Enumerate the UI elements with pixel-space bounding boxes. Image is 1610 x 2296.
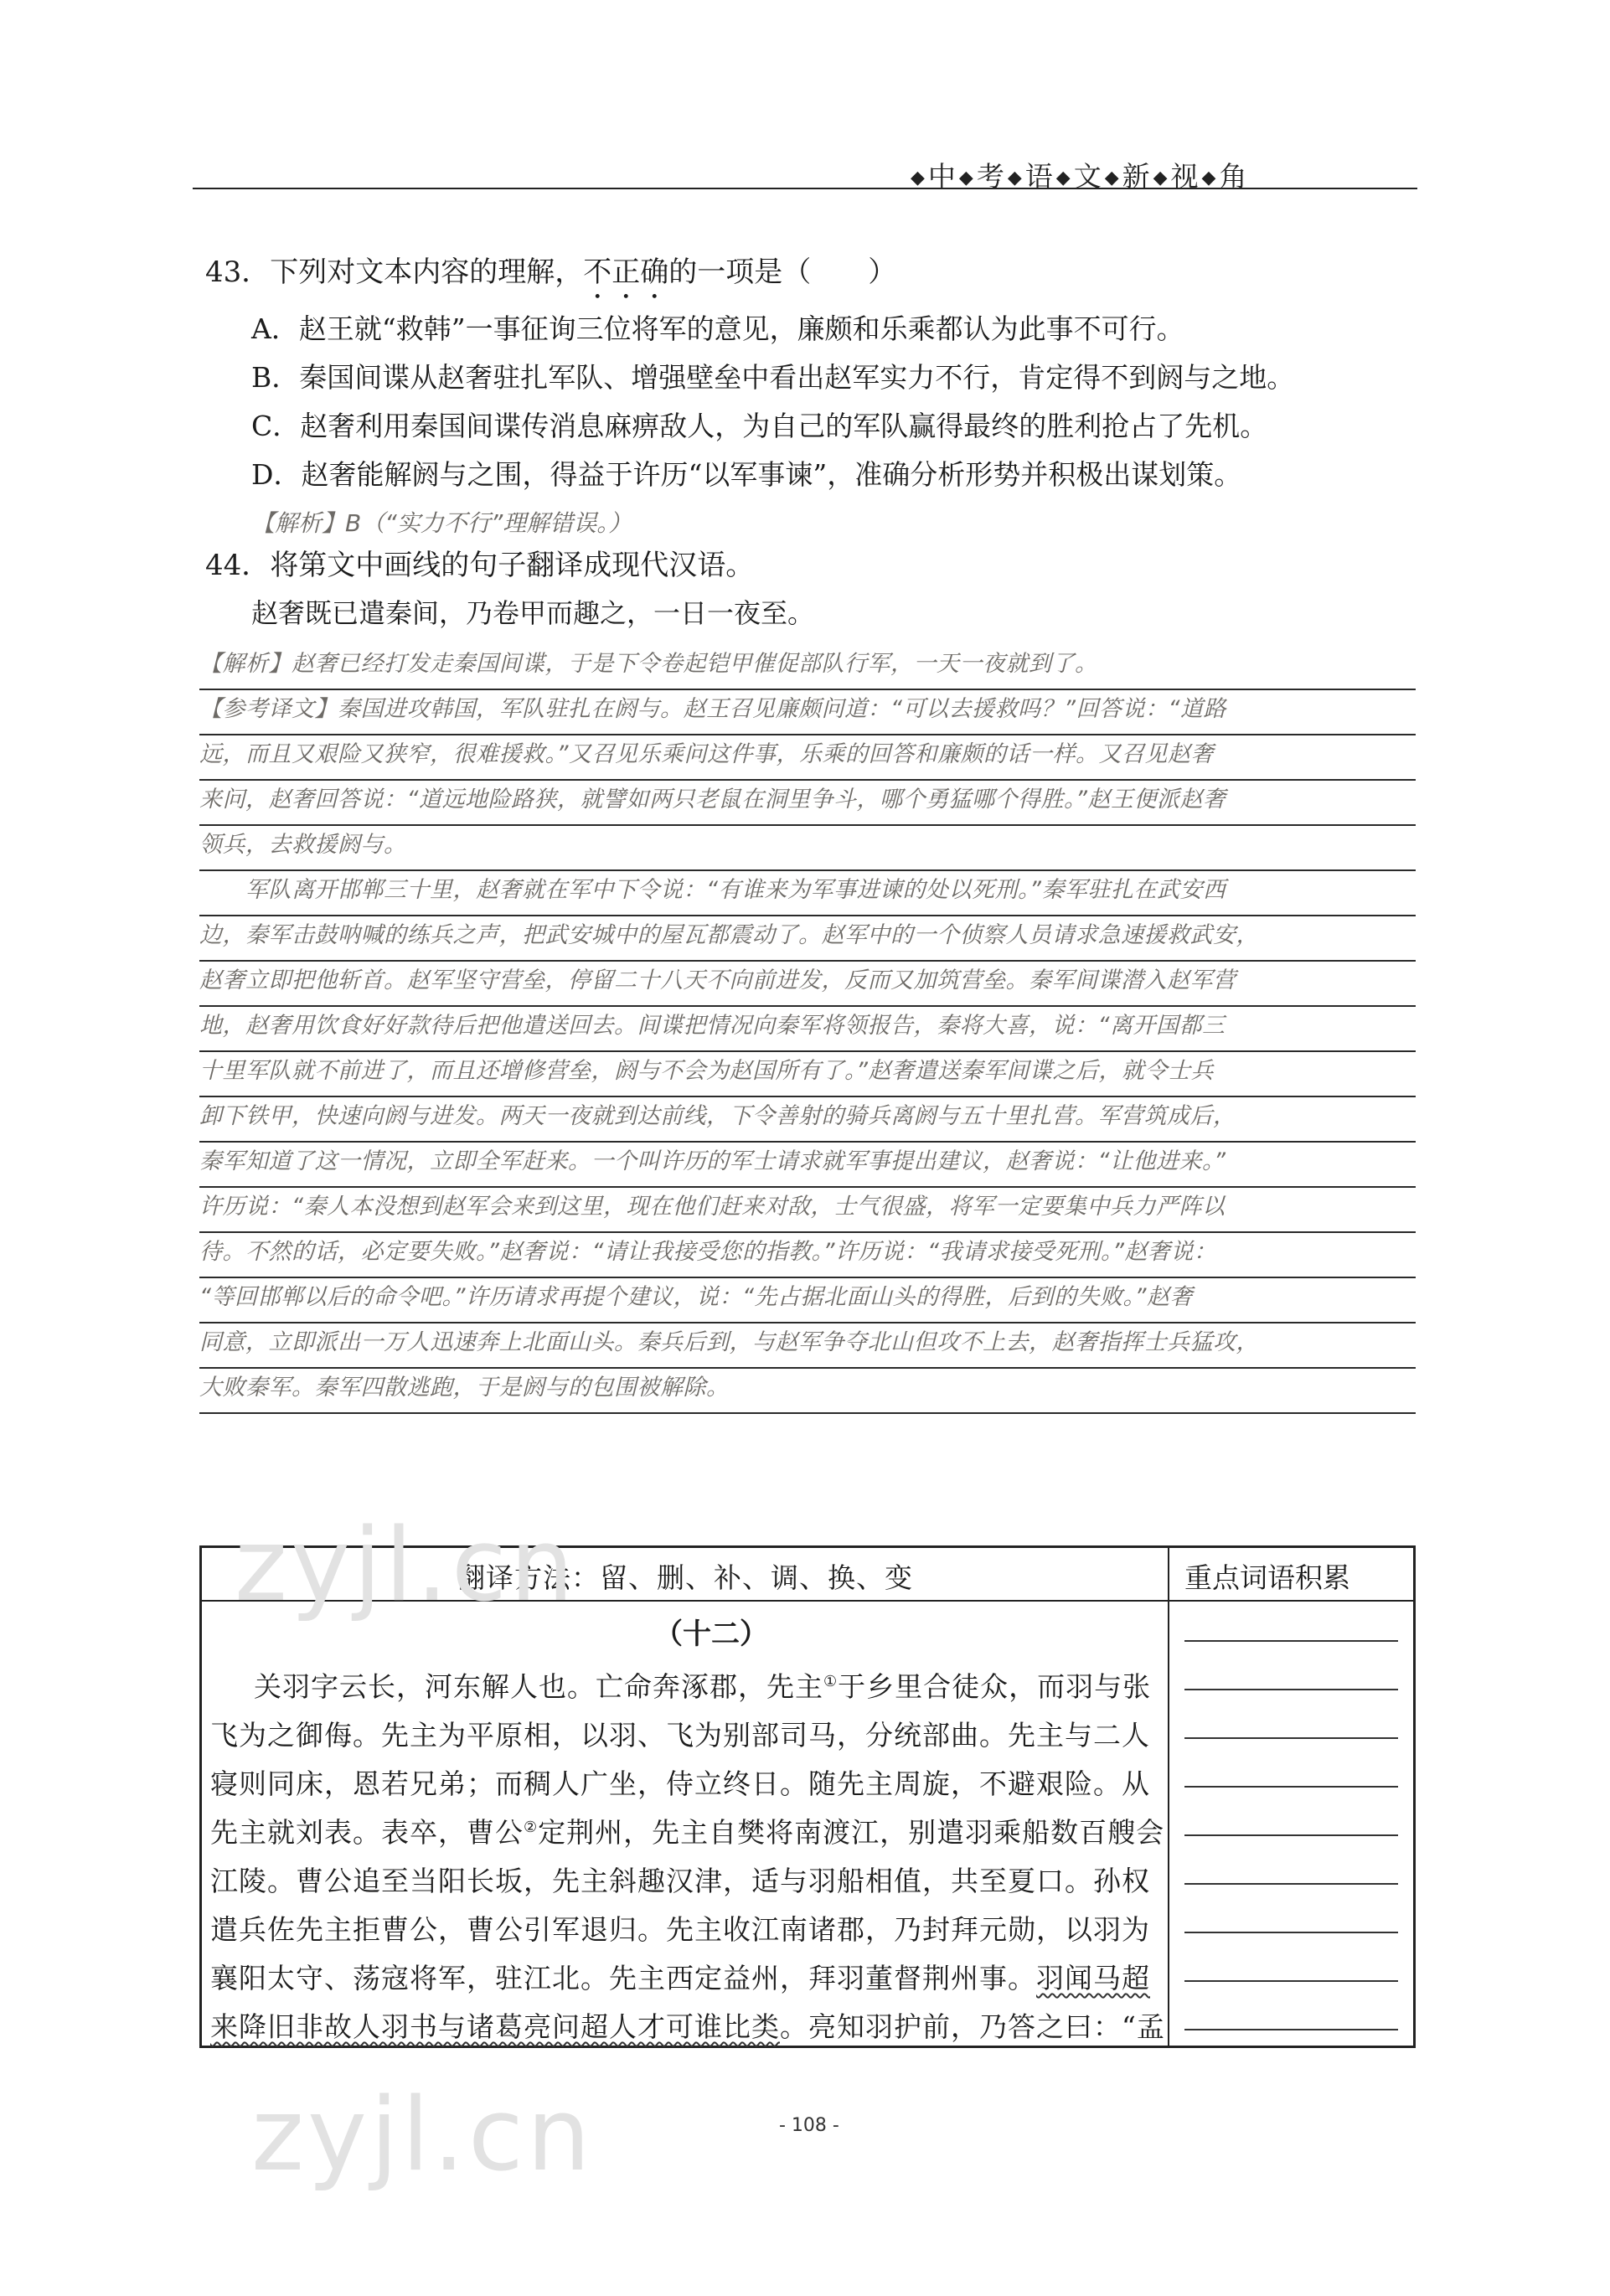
answer-text: 待。不然的话，必定要失败。”赵奢说：“请让我接受您的指教。”许历说：“我请求接受死刑。”赵奢说： bbox=[199, 1239, 1217, 1265]
vocabulary-blank[interactable] bbox=[1184, 1640, 1398, 1642]
vocabulary-title: 重点词语积累 bbox=[1184, 1561, 1350, 1594]
answer-line bbox=[199, 1188, 1416, 1233]
passage-line: 寝则同床，恩若兄弟；而稠人广坐，侍立终日。随先主周旋，不避艰险。从 bbox=[210, 1767, 1150, 1800]
passage-line bbox=[210, 1957, 1150, 1996]
answer-line bbox=[199, 871, 1416, 916]
passage-line: 飞为之御侮。先主为平原相，以羽、飞为别部司马，分统部曲。先主与二人 bbox=[210, 1719, 1150, 1752]
underlined-sentence: 来降旧非故人羽书与诸葛亮问超人才可谁比类 bbox=[210, 2010, 780, 2043]
footnote-mark: ② bbox=[524, 1819, 539, 1836]
vocabulary-blank[interactable] bbox=[1184, 1737, 1398, 1739]
answer-text: 军队离开邯郸三十里，赵奢就在军中下令说：“有谁来为军事进谏的处以死刑。”秦军驻扎在武安西 bbox=[199, 877, 1226, 903]
answer-text: 同意，立即派出一万人迅速奔上北面山头。秦兵后到，与赵军争夺北山但攻不上去，赵奢指挥士兵猛攻， bbox=[199, 1329, 1259, 1355]
passage-text: 襄阳太守、荡寇将军，驻江北。先主西定益州，拜羽董督荆州事。 bbox=[210, 1962, 1036, 1994]
vocabulary-blank[interactable] bbox=[1184, 1786, 1398, 1788]
passage-text: 。亮知羽护前，乃答之曰：“孟 bbox=[780, 2010, 1165, 2043]
passage-text: 于乡里合徒众，而羽与张 bbox=[838, 1670, 1152, 1703]
footnote-mark: ① bbox=[823, 1673, 839, 1690]
answer-line bbox=[199, 1052, 1416, 1097]
row-divider bbox=[1168, 1600, 1413, 1602]
answer-text: 赵奢立即把他斩首。赵军坚守营垒，停留二十八天不向前进发，反而又加筑营垒。秦军间谍潜入赵军营 bbox=[199, 967, 1236, 993]
answer-text: 十里军队就不前进了，而且还增修营垒，阏与不会为赵国所有了。”赵奢遣送秦军间谍之后，就令士兵 bbox=[199, 1058, 1214, 1084]
answer-line bbox=[199, 645, 1416, 690]
vocabulary-blank[interactable] bbox=[1184, 2029, 1398, 2030]
answer-43: 【解析】B（“实力不行”理解错误。） bbox=[251, 509, 632, 537]
passage-line: 遣兵佐先主拒曹公，曹公引军退归。先主收江南诸郡，乃封拜元勋，以羽为 bbox=[210, 1913, 1150, 1946]
vocabulary-blank[interactable] bbox=[1184, 1883, 1398, 1885]
answer-text: 边，秦军击鼓呐喊的练兵之声，把武安城中的屋瓦都震动了。赵军中的一个侦察人员请求急速援救武安， bbox=[199, 922, 1259, 948]
answer-text: 卸下铁甲，快速向阏与进发。两天一夜就到达前线，下令善射的骑兵离阏与五十里扎营。军营筑成后， bbox=[199, 1103, 1236, 1129]
stem-text: 的一项是（ ） bbox=[668, 255, 897, 289]
vocabulary-blank[interactable] bbox=[1184, 1980, 1398, 1982]
answer-line bbox=[199, 1278, 1416, 1323]
answer-text: 【参考译文】秦国进攻韩国，军队驻扎在阏与。赵王召见廉颇问道：“可以去援救吗？”回答说：“道路 bbox=[199, 696, 1226, 722]
option-c: C．赵奢利用秦国间谍传消息麻痹敌人，为自己的军队赢得最终的胜利抢占了先机。 bbox=[251, 410, 1268, 442]
watermark: zyjl.cn bbox=[251, 2077, 594, 2194]
header-char: 文 bbox=[1073, 160, 1103, 193]
diamond-icon: ◆ bbox=[1153, 168, 1169, 188]
option-a: A．赵王就“救韩”一事征询三位将军的意见，廉颇和乐乘都认为此事不可行。 bbox=[251, 312, 1184, 345]
answer-text: 秦军知道了这一情况，立即全军赶来。一个叫许历的军士请求就军事提出建议，赵奢说：“让他进来。” bbox=[199, 1148, 1226, 1174]
column-divider bbox=[1168, 1548, 1169, 2046]
diamond-icon: ◆ bbox=[1055, 168, 1072, 188]
passage-line bbox=[254, 1665, 1151, 1705]
answer-line bbox=[199, 826, 1416, 871]
header-char: 语 bbox=[1024, 160, 1055, 193]
answer-line bbox=[199, 735, 1416, 781]
diamond-icon: ◆ bbox=[1104, 168, 1121, 188]
passage-line bbox=[210, 2005, 1165, 2045]
answer-text: 来问，赵奢回答说：“道远地险路狭，就譬如两只老鼠在洞里争斗，哪个勇猛哪个得胜。”赵王便派赵奢 bbox=[199, 787, 1226, 813]
question-44-stem: 44．将第文中画线的句子翻译成现代汉语。 bbox=[205, 549, 755, 582]
answer-line bbox=[199, 1323, 1416, 1369]
diamond-icon: ◆ bbox=[911, 168, 926, 188]
diamond-icon: ◆ bbox=[1007, 168, 1024, 188]
header-char: 视 bbox=[1170, 160, 1200, 193]
passage-text: 定荆州，先主自樊将南渡江，别遣羽乘船数百艘会 bbox=[538, 1816, 1165, 1849]
vocabulary-blank[interactable] bbox=[1184, 1689, 1398, 1690]
answer-44-block bbox=[199, 645, 1416, 1414]
answer-text: 【解析】赵奢已经打发走秦国间谍，于是下令卷起铠甲催促部队行军，一天一夜就到了。 bbox=[199, 651, 1098, 677]
passage-text: 先主就刘表。表卒，曹公 bbox=[210, 1816, 524, 1849]
answer-line bbox=[199, 1097, 1416, 1143]
vocabulary-blank[interactable] bbox=[1184, 1834, 1398, 1836]
answer-text: 地，赵奢用饮食好好款待后把他遣送回去。间谍把情况向秦军将领报告，秦将大喜，说：“离开国都三 bbox=[199, 1013, 1226, 1039]
question-44-sentence: 赵奢既已遣秦间，乃卷甲而趣之，一日一夜至。 bbox=[251, 597, 815, 629]
option-d: D．赵奢能解阏与之围，得益于许历“以军事谏”，准确分析形势并积极出谋划策。 bbox=[251, 458, 1242, 491]
answer-text: 大败秦军。秦军四散逃跑，于是阏与的包围被解除。 bbox=[199, 1375, 730, 1401]
answer-line bbox=[199, 690, 1416, 735]
answer-line bbox=[199, 1143, 1416, 1188]
watermark: zyjl.cn bbox=[235, 1508, 577, 1624]
header-char: 新 bbox=[1122, 160, 1152, 193]
stem-emphasis: 不正确 bbox=[583, 255, 669, 289]
passage-line bbox=[210, 1811, 1164, 1850]
answer-text: 远，而且又艰险又狭窄，很难援救。”又召见乐乘问这件事，乐乘的回答和廉颇的话一样。又召见赵奢 bbox=[199, 741, 1214, 767]
answer-line bbox=[199, 1007, 1416, 1052]
answer-text: 领兵，去救援阏与。 bbox=[199, 832, 407, 858]
answer-text: 许历说：“秦人本没想到赵军会来到这里，现在他们赶来对敌，士气很盛，将军一定要集中兵力严阵以 bbox=[199, 1194, 1226, 1220]
answer-line bbox=[199, 916, 1416, 962]
answer-line bbox=[199, 1369, 1416, 1414]
header-char: 角 bbox=[1219, 160, 1249, 193]
header-char: 中 bbox=[927, 160, 957, 193]
question-43-stem bbox=[205, 255, 896, 306]
answer-line bbox=[199, 1233, 1416, 1278]
header-rule bbox=[193, 188, 1417, 189]
vocabulary-blank[interactable] bbox=[1184, 1932, 1398, 1933]
underlined-sentence: 羽闻马超 bbox=[1036, 1962, 1150, 1994]
passage-number: （十二） bbox=[654, 1618, 768, 1651]
answer-line bbox=[199, 962, 1416, 1007]
passage-line: 江陵。曹公追至当阳长坂，先主斜趣汉津，适与羽船相值，共至夏口。孙权 bbox=[210, 1865, 1150, 1897]
answer-text: “等回邯郸以后的命令吧。”许历请求再提个建议，说：“先占据北面山头的得胜，后到的失败。”赵奢 bbox=[199, 1284, 1193, 1310]
option-b: B．秦国间谍从赵奢驻扎军队、增强壁垒中看出赵军实力不行，肯定得不到阏与之地。 bbox=[251, 361, 1295, 394]
diamond-icon: ◆ bbox=[958, 168, 975, 188]
header-char: 考 bbox=[976, 160, 1006, 193]
stem-text: 43．下列对文本内容的理解， bbox=[205, 255, 584, 289]
diamond-icon: ◆ bbox=[1201, 168, 1218, 188]
passage-text: 关羽字云长，河东解人也。亡命奔涿郡，先主 bbox=[254, 1670, 823, 1703]
answer-line bbox=[199, 781, 1416, 826]
translation-method-title: 翻译方法：留、删、补、调、换、变 bbox=[457, 1561, 913, 1594]
page-number: - 108 - bbox=[779, 2115, 839, 2136]
